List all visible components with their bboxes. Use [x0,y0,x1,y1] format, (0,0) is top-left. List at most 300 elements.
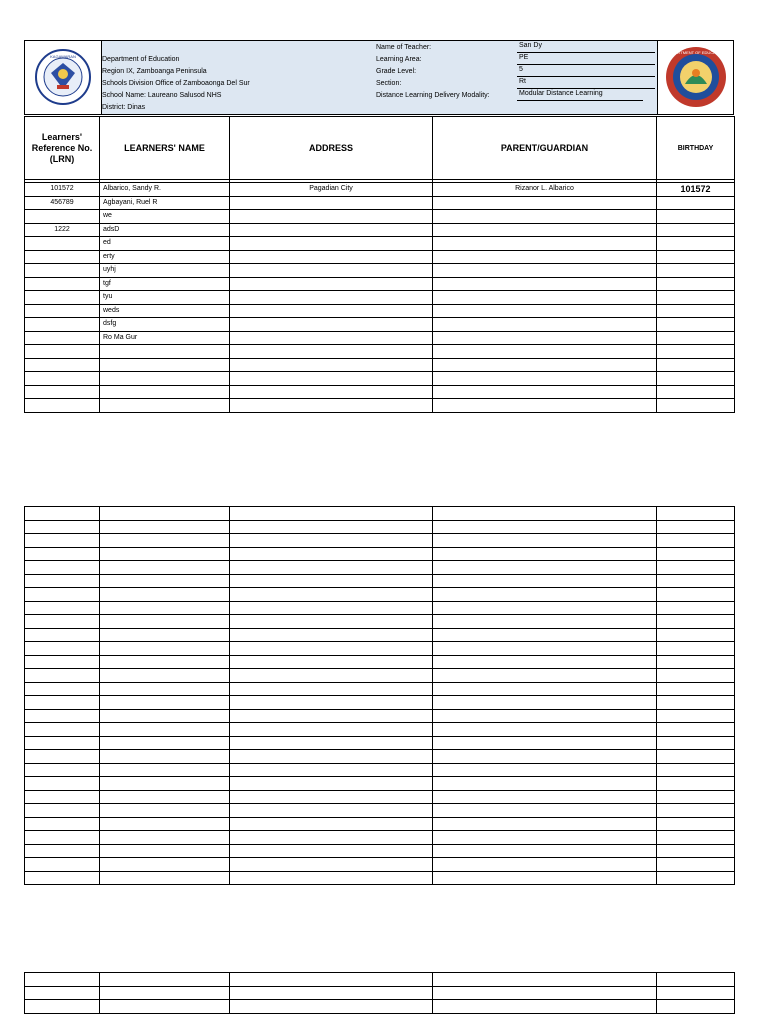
blank-cell[interactable] [100,655,230,669]
blank-cell[interactable] [100,669,230,683]
parent-guardian-cell[interactable] [433,345,657,359]
birthday-cell[interactable] [657,331,735,345]
table-row [25,223,735,237]
blank-row [25,871,735,885]
blank-row [25,831,735,845]
table-row [25,399,735,413]
blank-cell[interactable] [230,669,433,683]
learner-name-cell[interactable]: erty [100,250,230,264]
blank-row [25,642,735,656]
blank-cell[interactable] [230,736,433,750]
parent-guardian-cell[interactable] [433,304,657,318]
blank-cell[interactable] [433,642,657,656]
blank-row [25,574,735,588]
teacher-label: Name of Teacher: [376,44,432,51]
learner-name-cell[interactable] [100,372,230,386]
table-row [25,358,735,372]
blank-cell[interactable] [230,777,433,791]
learning-area-label: Learning Area: [376,56,422,63]
learner-name-cell[interactable]: dsfg [100,318,230,332]
learner-name-cell[interactable] [100,385,230,399]
address-cell[interactable] [230,210,433,224]
blank-cell[interactable] [230,696,433,710]
blank-cell[interactable] [100,1000,230,1014]
blank-cell[interactable] [100,790,230,804]
blank-cell[interactable] [25,858,100,872]
learners-table [24,116,735,413]
blank-cell[interactable] [433,763,657,777]
learner-name-cell[interactable]: adsD [100,223,230,237]
learner-name-cell[interactable] [100,358,230,372]
blank-cell[interactable] [230,615,433,629]
teacher-value[interactable]: San Dy [517,41,655,53]
deped-seal-left-icon [35,49,91,105]
blank-cell[interactable] [433,777,657,791]
address-cell[interactable] [230,237,433,251]
blank-cell[interactable] [433,682,657,696]
table-row [25,304,735,318]
blank-cell[interactable] [25,817,100,831]
blank-cell[interactable] [230,817,433,831]
birthday-cell[interactable] [657,345,735,359]
col-parent-header: PARENT/GUARDIAN [433,117,657,180]
learner-name-cell[interactable]: tgf [100,277,230,291]
blank-cell[interactable] [100,777,230,791]
blank-cell[interactable] [230,534,433,548]
address-cell[interactable] [230,318,433,332]
blank-cell[interactable] [25,588,100,602]
table-row [25,331,735,345]
blank-cell[interactable] [657,763,735,777]
blank-cell[interactable] [433,858,657,872]
blank-cell[interactable] [100,574,230,588]
blank-cell[interactable] [230,655,433,669]
blank-cell[interactable] [657,844,735,858]
blank-row [25,858,735,872]
blank-cell[interactable] [433,871,657,885]
blank-cell[interactable] [100,871,230,885]
blank-row [25,682,735,696]
blank-cell[interactable] [657,547,735,561]
blank-cell[interactable] [230,628,433,642]
table-row [25,291,735,305]
address-cell[interactable] [230,264,433,278]
blank-cell[interactable] [657,858,735,872]
blank-cell[interactable] [230,601,433,615]
address-cell[interactable] [230,291,433,305]
lrn-cell[interactable]: 456789 [25,196,100,210]
blank-row [25,588,735,602]
blank-cell[interactable] [433,790,657,804]
lrn-cell[interactable] [25,210,100,224]
blank-cell[interactable] [25,507,100,521]
blank-cell[interactable] [25,763,100,777]
address-cell[interactable] [230,277,433,291]
blank-cell[interactable] [100,986,230,1000]
learner-name-cell[interactable] [100,399,230,413]
lrn-cell[interactable] [25,304,100,318]
blank-cell[interactable] [657,871,735,885]
blank-row [25,736,735,750]
learner-name-cell[interactable]: Ro Ma Gur [100,331,230,345]
blank-row [25,844,735,858]
table-row [25,372,735,386]
blank-cell[interactable] [230,790,433,804]
lrn-cell[interactable] [25,318,100,332]
blank-row [25,655,735,669]
blank-cell[interactable] [100,817,230,831]
address-cell[interactable]: Pagadian City [230,183,433,197]
table-row [25,250,735,264]
birthday-cell[interactable] [657,318,735,332]
lrn-cell[interactable] [25,372,100,386]
blank-cell[interactable] [657,973,735,987]
blank-cell[interactable] [433,973,657,987]
blank-cell[interactable] [433,723,657,737]
blank-cell[interactable] [25,601,100,615]
parent-guardian-cell[interactable] [433,372,657,386]
learner-name-cell[interactable]: ed [100,237,230,251]
address-cell[interactable] [230,385,433,399]
blank-cell[interactable] [25,831,100,845]
blank-cell[interactable] [25,696,100,710]
blank-cell[interactable] [25,682,100,696]
blank-cell[interactable] [657,736,735,750]
blank-row [25,790,735,804]
grade-level-label: Grade Level: [376,68,417,75]
blank-row [25,750,735,764]
blank-cell[interactable] [433,615,657,629]
blank-cell[interactable] [100,601,230,615]
blank-cell[interactable] [433,750,657,764]
blank-cell[interactable] [433,520,657,534]
parent-guardian-cell[interactable] [433,291,657,305]
blank-cell[interactable] [100,520,230,534]
blank-cell[interactable] [433,601,657,615]
blank-cell[interactable] [433,561,657,575]
blank-cell[interactable] [100,534,230,548]
blank-cell[interactable] [230,588,433,602]
blank-cell[interactable] [230,1000,433,1014]
blank-cell[interactable] [25,973,100,987]
blank-cell[interactable] [100,736,230,750]
blank-cell[interactable] [100,804,230,818]
org-department: Department of Education [102,56,180,63]
blank-cell[interactable] [25,736,100,750]
blank-cell[interactable] [657,709,735,723]
table-row [25,196,735,210]
blank-cell[interactable] [100,844,230,858]
blank-cell[interactable] [230,871,433,885]
parent-guardian-cell[interactable] [433,264,657,278]
blank-cell[interactable] [657,588,735,602]
blank-cell[interactable] [657,520,735,534]
birthday-cell[interactable] [657,223,735,237]
parent-guardian-cell[interactable] [433,210,657,224]
blank-cell[interactable] [657,642,735,656]
blank-cell[interactable] [100,561,230,575]
col-lrn-header: Learners' Reference No. (LRN) [25,117,100,180]
org-school: School Name: Laureano Salusod NHS [102,92,222,99]
lrn-cell[interactable] [25,399,100,413]
blank-cell[interactable] [657,817,735,831]
blank-cell[interactable] [657,534,735,548]
lrn-cell[interactable] [25,345,100,359]
blank-cell[interactable] [230,507,433,521]
svg-text:KAGAWARAN: KAGAWARAN [50,54,76,59]
birthday-cell[interactable] [657,291,735,305]
col-address-header: ADDRESS [230,117,433,180]
address-cell[interactable] [230,250,433,264]
lrn-cell[interactable] [25,264,100,278]
learner-name-cell[interactable]: uyhj [100,264,230,278]
parent-guardian-cell[interactable] [433,237,657,251]
learner-name-cell[interactable] [100,345,230,359]
blank-cell[interactable] [25,615,100,629]
lrn-cell[interactable] [25,291,100,305]
parent-guardian-cell[interactable] [433,318,657,332]
blank-cell[interactable] [25,804,100,818]
lrn-cell[interactable]: 101572 [25,183,100,197]
parent-guardian-cell[interactable] [433,196,657,210]
blank-row [25,986,735,1000]
blank-cell[interactable] [100,763,230,777]
blank-cell[interactable] [25,520,100,534]
blank-cell[interactable] [100,628,230,642]
table-row [25,183,735,197]
org-district: District: Dinas [102,104,146,111]
blank-cell[interactable] [433,655,657,669]
birthday-cell[interactable] [657,196,735,210]
blank-cell[interactable] [433,669,657,683]
lrn-cell[interactable] [25,250,100,264]
blank-cell[interactable] [657,655,735,669]
lrn-cell[interactable]: 1222 [25,223,100,237]
blank-row [25,547,735,561]
blank-cell[interactable] [657,804,735,818]
birthday-cell[interactable] [657,304,735,318]
blank-grid-page-3 [24,972,735,1014]
blank-cell[interactable] [100,682,230,696]
blank-cell[interactable] [657,986,735,1000]
blank-row [25,723,735,737]
blank-cell[interactable] [657,831,735,845]
blank-cell[interactable] [100,831,230,845]
lrn-cell[interactable] [25,331,100,345]
table-header-row [25,117,735,180]
blank-cell[interactable] [433,817,657,831]
birthday-cell[interactable] [657,399,735,413]
blank-cell[interactable] [100,615,230,629]
blank-cell[interactable] [230,973,433,987]
blank-cell[interactable] [230,763,433,777]
address-cell[interactable] [230,358,433,372]
address-cell[interactable] [230,304,433,318]
blank-cell[interactable] [657,601,735,615]
blank-cell[interactable] [25,709,100,723]
parent-guardian-cell[interactable] [433,250,657,264]
blank-cell[interactable] [230,547,433,561]
blank-cell[interactable] [230,844,433,858]
blank-cell[interactable] [657,696,735,710]
blank-cell[interactable] [25,534,100,548]
blank-cell[interactable] [25,669,100,683]
blank-row [25,763,735,777]
parent-guardian-cell[interactable] [433,399,657,413]
blank-cell[interactable] [657,790,735,804]
blank-row [25,817,735,831]
blank-cell[interactable] [230,682,433,696]
blank-cell[interactable] [25,628,100,642]
blank-cell[interactable] [25,750,100,764]
blank-cell[interactable] [433,831,657,845]
blank-row [25,628,735,642]
address-cell[interactable] [230,223,433,237]
blank-cell[interactable] [657,1000,735,1014]
blank-cell[interactable] [657,507,735,521]
address-cell[interactable] [230,372,433,386]
parent-guardian-cell[interactable] [433,223,657,237]
blank-cell[interactable] [433,547,657,561]
table-row [25,264,735,278]
lrn-cell[interactable] [25,277,100,291]
blank-cell[interactable] [25,790,100,804]
blank-cell[interactable] [230,750,433,764]
blank-cell[interactable] [25,723,100,737]
blank-row [25,615,735,629]
blank-cell[interactable] [433,628,657,642]
blank-cell[interactable] [657,561,735,575]
table-row [25,345,735,359]
learner-name-cell[interactable]: tyu [100,291,230,305]
blank-cell[interactable] [25,871,100,885]
blank-cell[interactable] [25,574,100,588]
blank-cell[interactable] [25,561,100,575]
blank-cell[interactable] [100,588,230,602]
blank-cell[interactable] [433,1000,657,1014]
birthday-cell[interactable] [657,237,735,251]
blank-cell[interactable] [100,723,230,737]
birthday-cell[interactable] [657,250,735,264]
blank-cell[interactable] [433,588,657,602]
blank-row [25,561,735,575]
learner-name-cell[interactable]: Agbayani, Ruel R [100,196,230,210]
grade-level-value[interactable]: 5 [517,65,655,77]
parent-guardian-cell[interactable] [433,277,657,291]
blank-cell[interactable] [230,986,433,1000]
blank-cell[interactable] [433,574,657,588]
address-cell[interactable] [230,345,433,359]
blank-cell[interactable] [657,777,735,791]
blank-cell[interactable] [433,736,657,750]
blank-cell[interactable] [25,777,100,791]
blank-cell[interactable] [230,858,433,872]
blank-cell[interactable] [657,669,735,683]
section-label: Section: [376,80,402,87]
blank-row [25,520,735,534]
blank-cell[interactable] [25,986,100,1000]
lrn-cell[interactable] [25,358,100,372]
modality-label: Distance Learning Delivery Modality: [376,92,490,99]
parent-guardian-cell[interactable] [433,331,657,345]
blank-cell[interactable] [100,696,230,710]
blank-cell[interactable] [100,858,230,872]
blank-cell[interactable] [230,723,433,737]
blank-cell[interactable] [100,973,230,987]
parent-guardian-cell[interactable] [433,358,657,372]
blank-cell[interactable] [25,547,100,561]
blank-cell[interactable] [433,804,657,818]
blank-cell[interactable] [657,723,735,737]
blank-cell[interactable] [100,547,230,561]
parent-guardian-cell[interactable] [433,385,657,399]
blank-row [25,973,735,987]
blank-cell[interactable] [657,750,735,764]
blank-cell[interactable] [230,642,433,656]
birthday-cell[interactable] [657,210,735,224]
learner-name-cell[interactable]: weds [100,304,230,318]
blank-cell[interactable] [230,804,433,818]
address-cell[interactable] [230,399,433,413]
learner-name-cell[interactable]: Albarico, Sandy R. [100,183,230,197]
blank-cell[interactable] [230,520,433,534]
address-cell[interactable] [230,196,433,210]
lrn-cell[interactable] [25,237,100,251]
blank-cell[interactable] [657,615,735,629]
svg-text:DEPARTMENT OF EDUCATION: DEPARTMENT OF EDUCATION [666,50,726,55]
birthday-cell[interactable] [657,385,735,399]
blank-cell[interactable] [230,561,433,575]
birthday-cell[interactable] [657,358,735,372]
blank-cell[interactable] [230,709,433,723]
parent-guardian-cell[interactable]: Rizanor L. Albarico [433,183,657,197]
blank-cell[interactable] [25,642,100,656]
modality-value[interactable]: Modular Distance Learning [517,89,643,101]
blank-cell[interactable] [433,986,657,1000]
deped-division-seal-right-icon [665,46,727,108]
blank-grid-page-2 [24,506,735,885]
learner-name-cell[interactable]: we [100,210,230,224]
blank-cell[interactable] [100,507,230,521]
blank-cell[interactable] [657,574,735,588]
blank-cell[interactable] [657,628,735,642]
blank-row [25,534,735,548]
birthday-cell[interactable]: 101572 [657,183,735,197]
lrn-cell[interactable] [25,385,100,399]
blank-cell[interactable] [25,844,100,858]
address-cell[interactable] [230,331,433,345]
blank-cell[interactable] [100,709,230,723]
blank-cell[interactable] [25,655,100,669]
blank-cell[interactable] [100,642,230,656]
blank-cell[interactable] [433,709,657,723]
blank-row [25,777,735,791]
section-value[interactable]: Rt [517,77,655,89]
birthday-cell[interactable] [657,372,735,386]
blank-cell[interactable] [433,507,657,521]
learning-area-value[interactable]: PE [517,53,655,65]
blank-cell[interactable] [230,574,433,588]
blank-cell[interactable] [657,682,735,696]
blank-cell[interactable] [433,696,657,710]
birthday-cell[interactable] [657,264,735,278]
blank-cell[interactable] [230,831,433,845]
blank-cell[interactable] [433,534,657,548]
birthday-cell[interactable] [657,277,735,291]
blank-cell[interactable] [100,750,230,764]
blank-cell[interactable] [25,1000,100,1014]
blank-cell[interactable] [433,844,657,858]
